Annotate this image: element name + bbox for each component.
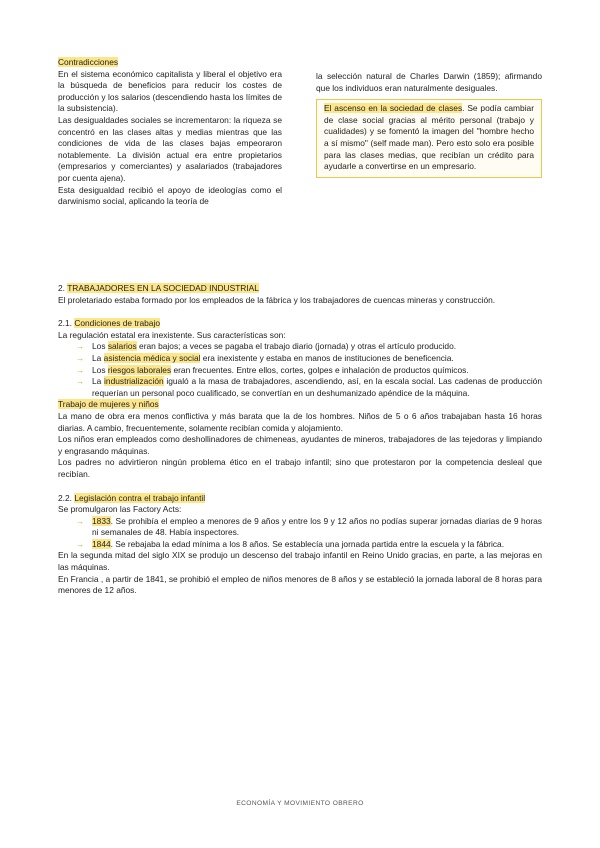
arrow-right-icon: → bbox=[76, 515, 85, 526]
section-2-2-paragraph-1: En la segunda mitad del siglo XIX se produjo un descenso del trabajo infantil en Reino Unido gracias, en parte, a las mejoras en las máquinas. bbox=[58, 550, 542, 573]
asistencia-highlight: asistencia médica y social bbox=[103, 352, 201, 363]
ascenso-callout-box bbox=[316, 99, 542, 178]
contradicciones-column bbox=[58, 57, 282, 208]
contradicciones-right-column bbox=[316, 71, 542, 178]
contradicciones-heading: Contradicciones bbox=[58, 57, 119, 67]
mujeres-ninos-paragraph-2: Los niños eran empleados como deshollinadores de chimeneas, ayudantes de mineros, trabajadores de las tejedoras y limpiando y engrasando máquinas. bbox=[58, 434, 542, 456]
year-1833-highlight: 1833 bbox=[92, 515, 111, 526]
section-2-1-heading bbox=[58, 318, 542, 330]
arrow-right-icon: → bbox=[76, 376, 85, 387]
conditions-list bbox=[58, 341, 542, 399]
section-2-2-intro: Se promulgaron las Factory Acts: bbox=[58, 504, 182, 515]
ascenso-callout-text: . Se podía cambiar de clase social gracias al mérito personal (trabajo y cualidades) y se fomentó la imagen del "hombre hecho a sí mismo" (self made man). Pero esto solo era posible para las clases medias, que recibían un crédito para ayudarle a convertirse en un empresario. bbox=[324, 103, 534, 172]
contradicciones-paragraph-3: Esta desigualdad recibió el apoyo de ideologías como el darwinismo social, aplicando la teoría de bbox=[58, 184, 282, 207]
section-2-2-heading bbox=[58, 493, 542, 505]
list-item: → 1833. Se prohibía el empleo a menores de 9 años y entre los 9 y 12 años no podías superar jornadas diarias de 9 horas ni semanales de 48. Había inspectores. bbox=[76, 515, 542, 538]
page-footer: ECONOMÍA Y MOVIMIENTO OBRERO bbox=[236, 800, 364, 807]
section-2-1-title: Condiciones de trabajo bbox=[74, 318, 160, 329]
arrow-right-icon: → bbox=[76, 538, 85, 549]
year-1844-highlight: 1844 bbox=[92, 538, 111, 549]
contradicciones-paragraph-1: En el sistema económico capitalista y liberal el objetivo era la búsqueda de beneficios para reducir los costes de producción y los salarios (descendiendo hasta los límites de la subsistencia). bbox=[58, 68, 282, 114]
list-item: → Los riesgos laborales eran frecuentes. Entre ellos, cortes, golpes e inhalación de productos químicos. bbox=[76, 364, 469, 375]
arrow-right-icon: → bbox=[76, 364, 85, 375]
mujeres-ninos-paragraph-3: Los padres no advirtieron ningún problema ético en el trabajo infantil; sino que protestaron por la competencia desleal que recibían. bbox=[58, 457, 542, 479]
section-2-intro: El proletariado estaba formado por los empleados de la fábrica y los trabajadores de cuencas mineras y construcción. bbox=[58, 294, 496, 305]
section-2-1-intro: La regulación estatal era inexistente. Sus características son: bbox=[58, 329, 286, 340]
section-2-2-title: Legislación contra el trabajo infantil bbox=[74, 492, 206, 503]
contradicciones-paragraph-3-continued: la selección natural de Charles Darwin (1859); afirmando que los individuos eran naturalmente desiguales. bbox=[316, 71, 542, 93]
ascenso-callout-highlight: El ascenso en la sociedad de clases bbox=[324, 103, 463, 114]
section-2-heading bbox=[58, 283, 542, 295]
arrow-right-icon: → bbox=[76, 341, 85, 352]
section-2-title: TRABAJADORES EN LA SOCIEDAD INDUSTRIAL bbox=[67, 283, 259, 293]
arrow-right-icon: → bbox=[76, 352, 85, 363]
list-item: → La asistencia médica y social era inexistente y estaba en manos de instituciones de beneficencia. bbox=[76, 352, 454, 363]
mujeres-ninos-heading: Trabajo de mujeres y niños bbox=[58, 399, 159, 410]
section-2-2-number: 2.2. bbox=[58, 492, 72, 503]
mujeres-ninos-paragraph-1: La mano de obra era menos conflictiva y más barata que la de los hombres. Niños de 5 o 6 años trabajaban hasta 16 horas diarias. A cambio, frecuentemente, solamente recibían comida y alojamiento. bbox=[58, 410, 542, 433]
section-2-2-paragraph-2: En Francia , a partir de 1841, se prohibió el empleo de niños menores de 8 años y se estableció la jornada laboral de 8 horas para menores de 12 años. bbox=[58, 573, 542, 596]
list-item: → 1844. Se rebajaba la edad mínima a los 8 años. Se establecía una jornada partida entre la escuela y la fábrica. bbox=[76, 538, 505, 549]
riesgos-highlight: riesgos laborales bbox=[107, 364, 172, 375]
list-item: → Los salarios eran bajos; a veces se pagaba el trabajo diario (jornada) y otras el artículo producido. bbox=[76, 341, 457, 352]
contradicciones-paragraph-2: Las desigualdades sociales se incrementaron: la riqueza se concentró en las clases altas y medias mientras que las condiciones de vida de las clases bajas empeoraron notablemente. La división actual era entre propietarios (empresarios y comerciantes) y asalariados (trabajadores por cuenta ajena). bbox=[58, 114, 282, 183]
section-2-1-number: 2.1. bbox=[58, 318, 72, 329]
main-content bbox=[58, 283, 542, 597]
factory-acts-list bbox=[58, 516, 542, 551]
list-item: → La industrialización igualó a la masa de trabajadores, ascendiendo, así, en la escala social. Las cadenas de producción requerían un personal poco cualificado, se convertían en un deshumanizado apéndice de la máquina. bbox=[76, 376, 542, 398]
industrializacion-highlight: industrialización bbox=[104, 376, 164, 387]
salarios-highlight: salarios bbox=[107, 341, 137, 352]
section-2-number: 2. bbox=[58, 283, 65, 293]
